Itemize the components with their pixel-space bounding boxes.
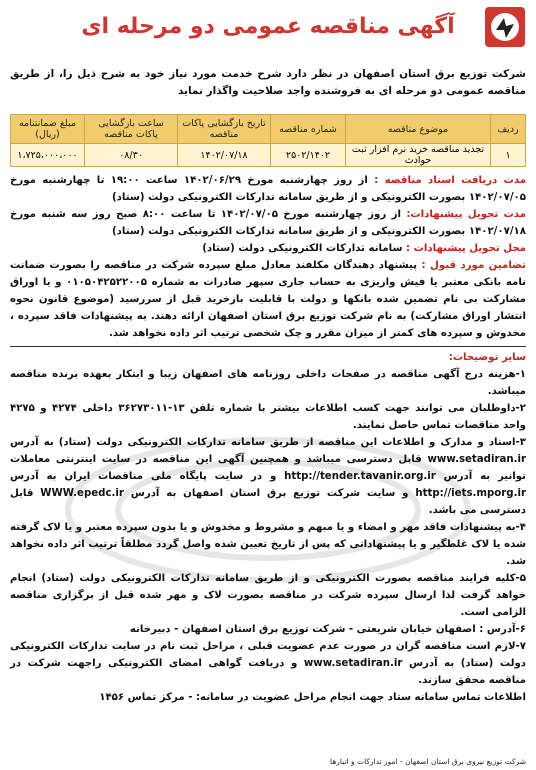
place-paragraph (10, 240, 526, 257)
note-item: ۱-هزینه درج آگهی مناقصه در صفحات داخلی روزنامه های اصفهان زیبا و ابتکار بعهده برنده مناقصه میباشد. (10, 369, 526, 397)
cell-opening-time: ۰۸/۳۰ (85, 144, 178, 167)
note-item: ۲-داوطلبان می توانند جهت کسب اطلاعات بیشتر با شماره تلفن ۱۳-۳۶۲۷۳۰۱۱ داخلی ۴۲۷۴ و ۴۲۷۵ واحد مناقصات تماس حاصل نمایند. (10, 403, 526, 431)
tender-table (10, 114, 526, 167)
guarantee-label: تضامین مورد قبول : (421, 260, 527, 271)
details-section (10, 172, 526, 706)
col-header-opening-time: ساعت بازگشایی پاکات مناقصه (85, 115, 178, 144)
table-row (11, 144, 526, 167)
doc-receipt-paragraph (10, 172, 526, 206)
note-item: ۴-به پیشنهادات فاقد مهر و امضاء و یا مبهم و مشروط و مخدوش و یا بدون سپرده معتبر و یا لاک گرفته شده یا لاک غلطگیر و یا پیشنهاداتی که پس از تاریخ تعیین شده واصل گردد مطلقاً ترتیب اثر داده نخواهد شد. (10, 522, 526, 567)
place-text: سامانه تدارکات الکترونیکی دولت (ستاد) (202, 243, 403, 254)
cell-guarantee-amount: ۱،۷۲۵،۰۰۰،۰۰۰ (11, 144, 85, 167)
delivery-label: مدت تحویل پیشنهادات: (406, 209, 526, 220)
cell-row-no: ۱ (491, 144, 526, 167)
note-item: ۶-آدرس : اصفهان خیابان شریعتی - شرکت توزیع برق استان اصفهان - دبیرخانه (129, 624, 526, 635)
footer-signature: شرکت توزیع نیروی برق استان اصفهان - امور تدارکات و انبارها (330, 757, 526, 766)
divider (10, 346, 526, 347)
header (8, 4, 528, 54)
col-header-tender-number: شماره مناقصه (271, 115, 346, 144)
note-item: ۵-کلیه فرایند مناقصه بصورت الکترونیکی و از طریق سامانه تدارکات الکترونیکی دولت (ستاد) انجام خواهد گرفت لذا ارسال سپرده شرکت در مناقصه بصورت لاک و مهر شده قبل از برگزاری مناقصه الزامی است. (10, 573, 526, 618)
doc-receipt-text: از روز چهارشنبه مورخ ۱۴۰۲/۰۶/۲۹ ساعت ۱۹:۰۰ تا چهارشنبه مورخ ۱۴۰۲/۰۷/۰۵ بصورت الکترونیکی و از طریق سامانه تدارکات الکترونیکی دولت (ستاد) (10, 175, 526, 203)
notes-section (10, 349, 526, 706)
col-header-subject: موضوع مناقصه (346, 115, 491, 144)
table-header-row (11, 115, 526, 144)
cell-subject: تجدید مناقصه خرید نرم افزار ثبت حوادث (346, 144, 491, 167)
notes-heading: سایر توضیحات: (448, 352, 526, 363)
cell-tender-number: ۲۵۰۲/۱۴۰۲ (271, 144, 346, 167)
place-label: محل تحویل پیشنهادات : (406, 243, 526, 254)
note-item: ۳-اسناد و مدارک و اطلاعات این مناقصه از طریق سامانه تدارکات الکترونیکی دولت (ستاد) به آدرس www.setadiran.ir قابل دسترسی میباشد و همچنین آگهی این مناقصه در سایت اینترنتی معاملات توانیر به آدرس http://tender.tavanir.org.ir و در سایت پایگاه ملی مناقصات ایران به آدرس http://iets.mporg.ir و سایت شرکت توزیع برق استان اصفهان به آدرس WWW.epedc.ir قابل دسترسی می باشد. (10, 437, 526, 516)
doc-receipt-label: مدت دریافت اسناد مناقصه : (374, 175, 527, 186)
page-title: آگهی مناقصه عمومی دو مرحله ای (81, 14, 455, 39)
delivery-paragraph (10, 206, 526, 240)
col-header-row-no: ردیف (491, 115, 526, 144)
cell-opening-date: ۱۴۰۲/۰۷/۱۸ (178, 144, 271, 167)
intro-paragraph: شرکت توزیع برق استان اصفهان در نظر دارد شرح خدمت مورد نیاز خود به شرح ذیل را، از طریق مناقصه عمومی دو مرحله ای به فروشنده واجد صلاحیت واگذار نماید (10, 68, 526, 97)
col-header-opening-date: تاریخ بازگشایی پاکات مناقصه (178, 115, 271, 144)
col-header-guarantee-amount: مبلغ ضمانتنامه (ریال) (11, 115, 85, 144)
note-item: ۷-لازم است مناقصه گران در صورت عدم عضویت قبلی ، مراحل ثبت نام در سایت تدارکات الکترونیکی دولت (ستاد) به آدرس www.setadiran.ir و دریافت گواهی امضای الکترونیکی راجهت شرکت در مناقصه محقق سازند. (10, 641, 527, 686)
guarantee-paragraph (10, 257, 526, 342)
delivery-text: از روز چهارشنبه مورخ ۱۴۰۲/۰۷/۰۵ تا ساعت ۸:۰۰ صبح روز سه شنبه مورخ ۱۴۰۲/۰۷/۱۸ بصورت الکترونیکی و از طریق سامانه تدارکات الکترونیکی دولت (ستاد) (10, 209, 526, 237)
note-item: اطلاعات تماس سامانه ستاد جهت انجام مراحل عضویت در سامانه: - مرکز تماس ۱۴۵۶ (99, 692, 526, 703)
guarantee-text: پیشنهاد دهندگان مکلفند معادل مبلغ سپرده شرکت در مناقصه را بصورت ضمانت نامه بانکی معتبر یا فیش واریزی به حساب جاری سپهر صادرات به شماره ۰۱۰۵۰۴۲۵۲۲۰۰۵ و یا اوراق مشارکت بی نام تضمین شده بانکها و دولت با قابلیت بازخرید قبل از سررسید (موضوع قانون نحوه انتشار اوراق مشارکت) به نام شرکت توزیع برق استان اصفهان ارائه دهند. به پیشنهادات فاقد سپرده ، مخدوش و سپرده های کمتر از میزان مقرر و چک شخصی ترتیب اثر داده نخواهد شد. (10, 260, 526, 339)
